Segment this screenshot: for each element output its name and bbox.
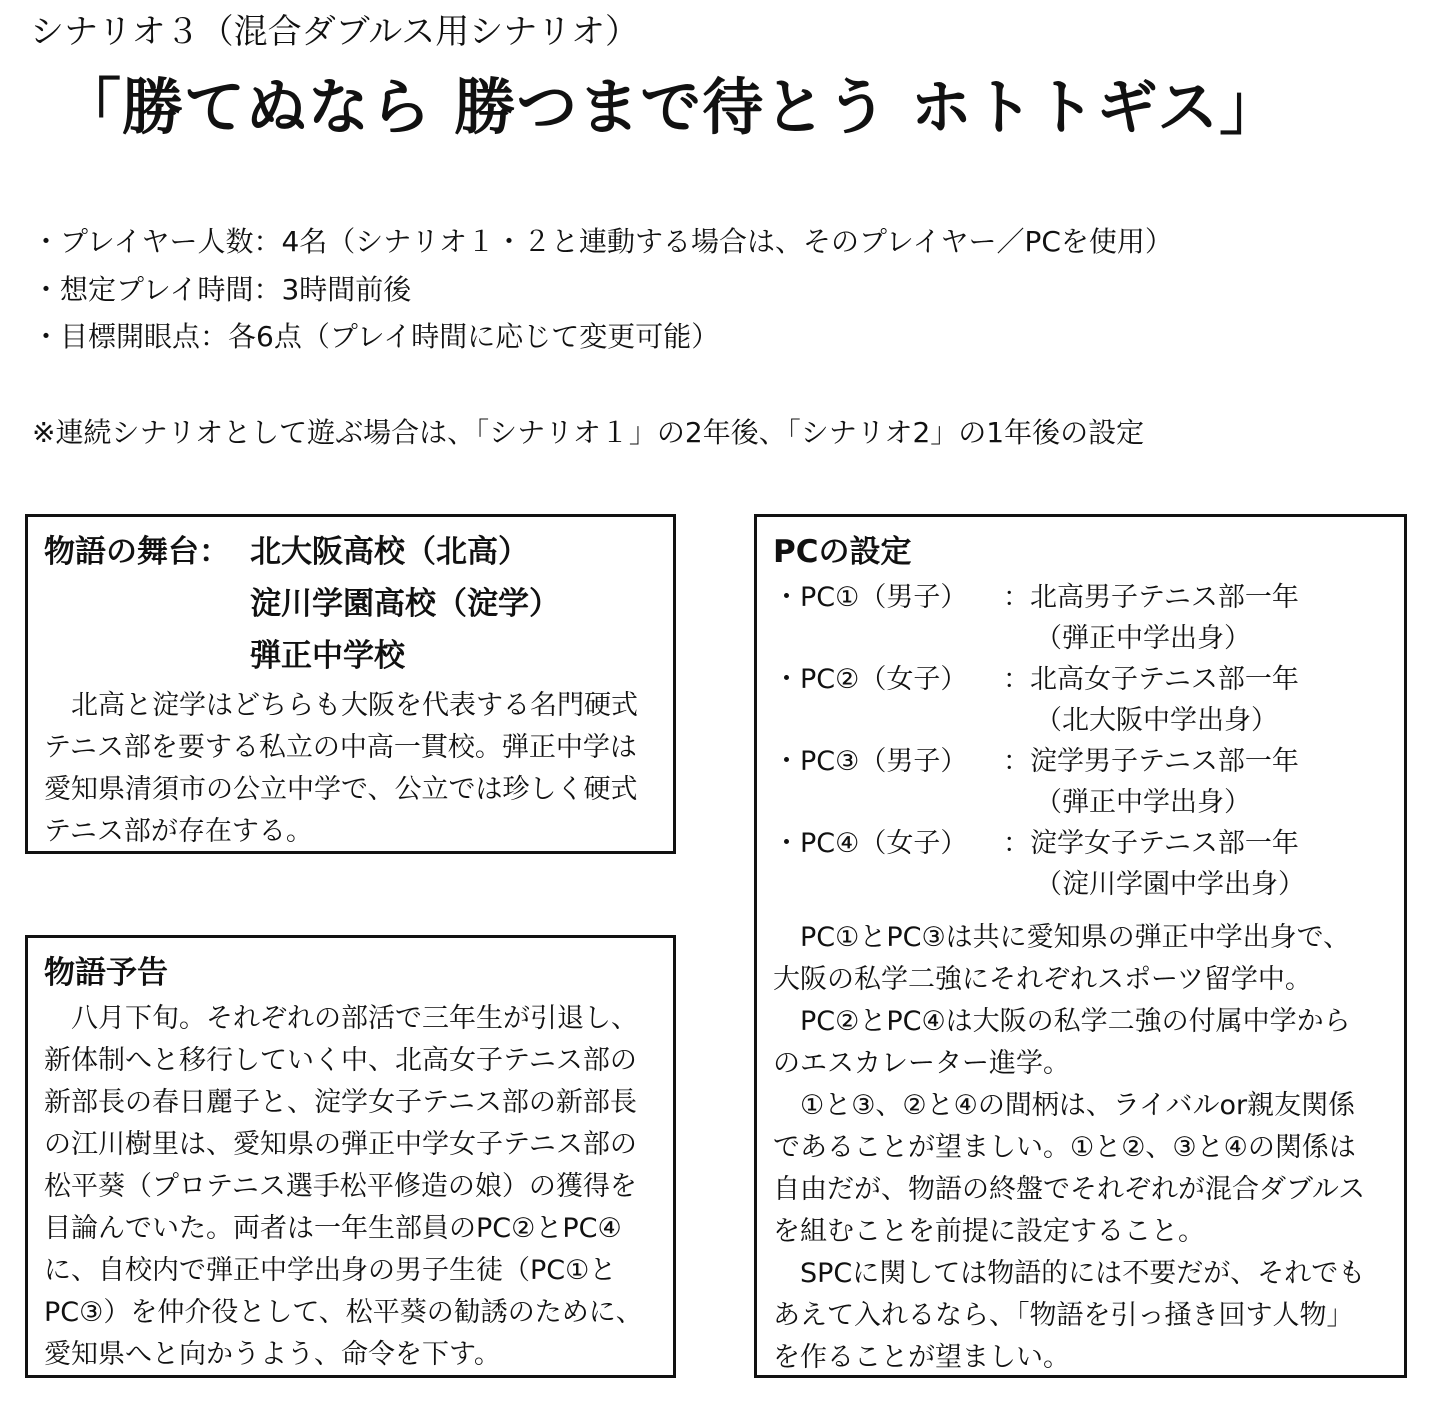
pc-text-line: であることが望ましい。①と②、③と④の関係は: [773, 1132, 1356, 1163]
pc-role: ：淀学男子テニス部一年: [1003, 746, 1299, 777]
stage-school: 北大阪高校（北高）: [250, 534, 529, 570]
pc-settings-text: [773, 917, 1365, 1379]
preview-text-line: 目論んでいた。両者は一年生部員のPC②とPC④: [44, 1213, 622, 1244]
stage-box: [25, 514, 676, 854]
preview-text-line: 新部長の春日麗子と、淀学女子テニス部の新部長: [44, 1087, 637, 1118]
pc-label: ・PC①（男子）: [773, 582, 968, 613]
pc-role: ：淀学女子テニス部一年: [1003, 828, 1299, 859]
preview-text-line: 松平葵（プロテニス選手松平修造の娘）の獲得を: [44, 1171, 637, 1202]
preview-text-line: 新体制へと移行していく中、北高女子テニス部の: [44, 1045, 637, 1076]
preview-text-line: 八月下旬。それぞれの部活で三年生が引退し、: [44, 1003, 638, 1034]
pc-origin: （淀川学園中学出身）: [1035, 869, 1305, 900]
story-preview-heading: 物語予告: [44, 955, 168, 991]
stage-school: 弾正中学校: [250, 638, 405, 674]
stage-description: [44, 685, 638, 853]
stage-school: 淀川学園高校（淀学）: [250, 586, 560, 622]
stage-text-line: テニス部を要する私立の中高一貫校。弾正中学は: [44, 732, 637, 763]
info-player-count: ・プレイヤー人数：4名（シナリオ１・２と連動する場合は、そのプレイヤー／PCを使用）: [32, 225, 1173, 258]
stage-text-line: テニス部が存在する。: [44, 816, 313, 847]
stage-text-line: 北高と淀学はどちらも大阪を代表する名門硬式: [44, 690, 638, 721]
pc-text-line: あえて入れるなら、「物語を引っ掻き回す人物」: [773, 1300, 1354, 1331]
scenario-subtitle: シナリオ３（混合ダブルス用シナリオ）: [30, 12, 639, 52]
preview-text-line: 愛知県へと向かうよう、命令を下す。: [44, 1339, 501, 1370]
info-target-points: ・目標開眼点：各6点（プレイ時間に応じて変更可能）: [32, 320, 720, 353]
pc-text-line: SPCに関しては物語的には不要だが、それでも: [773, 1258, 1366, 1289]
pc-text-line: 自由だが、物語の終盤でそれぞれが混合ダブルス: [773, 1174, 1366, 1205]
scenario-title: 「勝てぬなら 勝つまで待とう ホトトギス」: [60, 72, 1282, 143]
stage-text-line: 愛知県清須市の公立中学で、公立では珍しく硬式: [44, 774, 638, 805]
info-play-time: ・想定プレイ時間：3時間前後: [32, 273, 412, 306]
pc-role: ：北高男子テニス部一年: [1003, 582, 1299, 613]
preview-text-line: PC③）を仲介役として、松平葵の勧誘のために、: [44, 1297, 643, 1328]
pc-origin: （北大阪中学出身）: [1035, 705, 1278, 736]
pc-text-line: のエスカレーター進学。: [773, 1048, 1070, 1079]
stage-heading: 物語の舞台：: [44, 534, 230, 570]
story-preview-box: [25, 935, 676, 1378]
pc-label: ・PC②（女子）: [773, 664, 968, 695]
pc-text-line: PC②とPC④は大阪の私学二強の付属中学から: [773, 1006, 1351, 1037]
pc-settings-heading: PCの設定: [773, 534, 912, 570]
preview-text-line: の江川樹里は、愛知県の弾正中学女子テニス部の: [44, 1129, 637, 1160]
continuity-note: ※連続シナリオとして遊ぶ場合は、「シナリオ１」の2年後、「シナリオ2」の1年後の設定: [32, 416, 1145, 449]
pc-settings-box: [754, 514, 1407, 1378]
pc-text-line: 大阪の私学二強にそれぞれスポーツ留学中。: [773, 964, 1312, 995]
pc-origin: （弾正中学出身）: [1035, 623, 1251, 654]
story-preview-text: [44, 998, 643, 1376]
pc-origin: （弾正中学出身）: [1035, 787, 1251, 818]
pc-text-line: PC①とPC③は共に愛知県の弾正中学出身で、: [773, 922, 1351, 953]
pc-text-line: ①と③、②と④の間柄は、ライバルor親友関係: [773, 1090, 1356, 1121]
preview-text-line: に、自校内で弾正中学出身の男子生徒（PC①と: [44, 1255, 617, 1286]
pc-label: ・PC③（男子）: [773, 746, 968, 777]
pc-role: ：北高女子テニス部一年: [1003, 664, 1299, 695]
pc-text-line: を作ることが望ましい。: [773, 1342, 1070, 1373]
pc-text-line: を組むことを前提に設定すること。: [773, 1216, 1205, 1247]
pc-label: ・PC④（女子）: [773, 828, 968, 859]
